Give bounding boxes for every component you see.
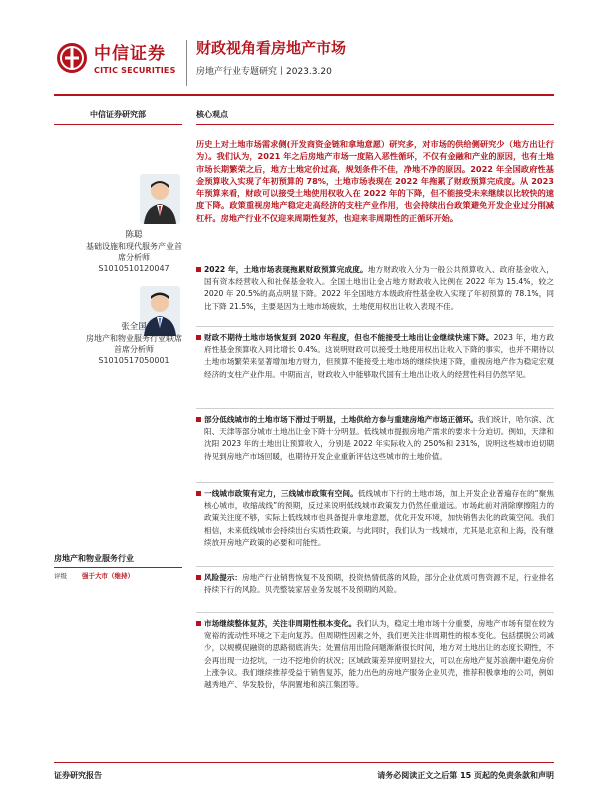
footer-report-type: 证券研究报告	[54, 771, 102, 780]
core-views-rule	[196, 124, 554, 125]
point-2-body: 2023 年，地方政府性基金预算收入同比增长 0.4%。这说明财政可以接受土地使用权出让收入下降的事实，也并不期待以土地市场繁荣来显著增加地方财力，但预算不能接受土地市场的继续快速下降，重视房地产作为稳定宏观经济的支柱产业作用。中期而言，财政收入中能够取代国有土地出让收入的经营性科目仍然罕见。	[204, 333, 554, 379]
institute-rule	[54, 124, 182, 125]
analyst-1-title: 基础设施和现代服务产业首席分析师	[86, 242, 182, 262]
bullet-square-icon	[196, 575, 201, 580]
logo-english-name: CITIC SECURITIES	[94, 66, 176, 75]
analyst-photo-1	[140, 174, 180, 224]
header-rule	[54, 94, 554, 96]
point-paragraph-2	[196, 332, 554, 381]
point-1-body: 地方财政收入分为一般公共预算收入、政府基金收入，国有资本经营收入和社保基金收入。全国土地出让金占地方财政收入比例在 2022 年为 15.4%，较之 2020 年 20.5%的高点明显下降。2022 年全国地方本级政府性基金收入实现了年初预算的 78.1%，同比下降 21.5%，主要是因为土地市场疲软，土地使用权出让收入表现不佳。	[204, 265, 555, 311]
risk-paragraph	[196, 572, 554, 596]
point-6-heading: 市场继续整体复苏，关注非周期性根本变化。	[204, 619, 357, 628]
bullet-square-icon	[196, 267, 201, 272]
analyst-1-code: S1010510120047	[98, 264, 170, 273]
summary-text: 历史上对土地市场需求侧(开发商资金链和拿地意愿）研究多，对市场的供给侧研究少（地方出让行为）。我们认为，2021 年之后房地产市场一度陷入恶性循环，不仅有金融和产业的原因，也有土地市场长期繁荣之后，地方土地定价过高，规划条件不佳，净地不净的原因。2022 年全国政府性基金预算收入实现了年初预算的 78%，土地市场表现在 2022 年拖累了财政预算完成度。从 2023 年预算来看，财政可以接受土地使用权收入在 2022 年的下降，但不能接受未来继续以比较快的速度下降。政策重视房地产稳定走高经济的支柱产业作用，也会持续出台政策避免开发企业过分削减杠杆。房地产行业不仅迎来周期性复苏，也迎来非周期性的正循环开始。	[196, 139, 554, 223]
point-6-body: 我们认为，稳定土地市场十分重要，房地产市场有望在较为宽裕的流动性环境之下走向复苏。但周期性因素之外，我们更关注非周期性的根本变化。包括摆脱公司减少，以规模促融资的思路彻底消失；处置信用出险问题渐渐很长时间，地方对土地出让的态度长期性，不会再出现一边挖坑，一边不挖地价的状况；区域政策差异度明显拉大，可以在房地产复苏浪潮中避免房价上涨争议。我们继续推荐受益于销售复苏，能力出色的房地产服务企业贝壳，推荐积极拿地的公司，例如越秀地产、华发股份，华润置地和滨江集团等。	[204, 619, 555, 690]
risk-body: 房地产行业销售恢复不及预期，投资热情低落的风险，部分企业优质可售资源不足，行业排名持续下行的风险。贝壳整装家居业务发展不及预期的风险。	[204, 573, 554, 595]
point-4-body: 低线城市下行的土地市场，加上开发企业普遍存在的“聚焦核心城市，收缩战线”的预期，反过来说明低线城市政策发力仍然任重道远。市场此前对消除摩擦阻力的政策关注度不够，实际上低线城市也具备提升拿地意愿，优化开发环境，加快销售去化的政策空间。我们相信，未来低线城市会持续出台实质性政策。与此同时，我们认为一线城市，尤其是北京和上海，没有继续放开房地产政策的必要和可能性。	[204, 489, 555, 547]
analyst-1-name: 陈聪	[125, 230, 143, 240]
risk-heading: 风险提示：	[204, 573, 243, 582]
analyst-2-code: S1010517050001	[98, 356, 170, 365]
point-paragraph-3	[196, 414, 554, 463]
paragraph-divider	[196, 408, 554, 409]
industry-rating-box	[54, 554, 182, 581]
footer-rule	[54, 762, 554, 763]
report-subtitle: 房地产行业专题研究丨2023.3.20	[196, 67, 332, 77]
core-views-heading: 核心观点	[196, 110, 228, 119]
paragraph-divider	[196, 326, 554, 327]
point-paragraph-4	[196, 488, 554, 549]
logo-chinese-name: 中信证券	[94, 44, 166, 64]
industry-rating-row	[54, 571, 182, 581]
bullet-square-icon	[196, 491, 201, 496]
rating-label: 评级	[54, 572, 67, 580]
citic-logo-icon	[56, 42, 88, 74]
left-sidebar	[54, 100, 182, 700]
paragraph-divider	[196, 566, 554, 567]
analyst-2-name: 张全国	[121, 322, 147, 332]
point-4-heading: 一线城市政策有定力，三线城市政策有空间。	[204, 489, 358, 498]
rating-value: 强于大市（维持）	[82, 572, 134, 580]
report-title: 财政视角看房地产市场	[196, 39, 347, 57]
paragraph-divider	[196, 612, 554, 613]
analyst-2-info	[86, 322, 182, 366]
bullet-square-icon	[196, 621, 201, 626]
industry-title: 房地产和物业服务行业	[54, 554, 182, 568]
header-divider	[186, 40, 187, 86]
point-paragraph-1	[196, 264, 554, 313]
paragraph-divider	[196, 482, 554, 483]
institute-name: 中信证券研究部	[90, 110, 146, 119]
analyst-1-info	[86, 230, 182, 274]
bullet-square-icon	[196, 417, 201, 422]
point-1-heading: 2022 年，土地市场表现拖累财政预算完成度。	[204, 265, 368, 274]
bullet-square-icon	[196, 335, 201, 340]
point-paragraph-6	[196, 618, 554, 691]
point-3-heading: 部分低线城市的土地市场下滑过于明显，土地供给方参与重建房地产市场正循环。	[204, 415, 478, 424]
point-3-body: 我们统计，哈尔滨、沈阳、天津等部分城市土地出让金下降十分明显。低线城市提振房地产需求的要求十分迫切。例如，天津和沈阳 2023 年的土地出让预算收入，分别是 2022 年实际收入的 250%和 231%，说明这些城市迫切期待见到房地产市场回暖，也期待开发企业重新评估这些城市的土地价值。	[204, 415, 554, 461]
footer-disclaimer: 请务必阅读正文之后第 15 页起的免责条款和声明	[377, 771, 554, 780]
analyst-2-title: 房地产和物业服务行业联席首席分析师	[86, 334, 182, 354]
point-2-heading: 财政不期待土地市场恢复到 2020 年程度，但也不能接受土地出让金继续快速下降。	[204, 333, 494, 342]
